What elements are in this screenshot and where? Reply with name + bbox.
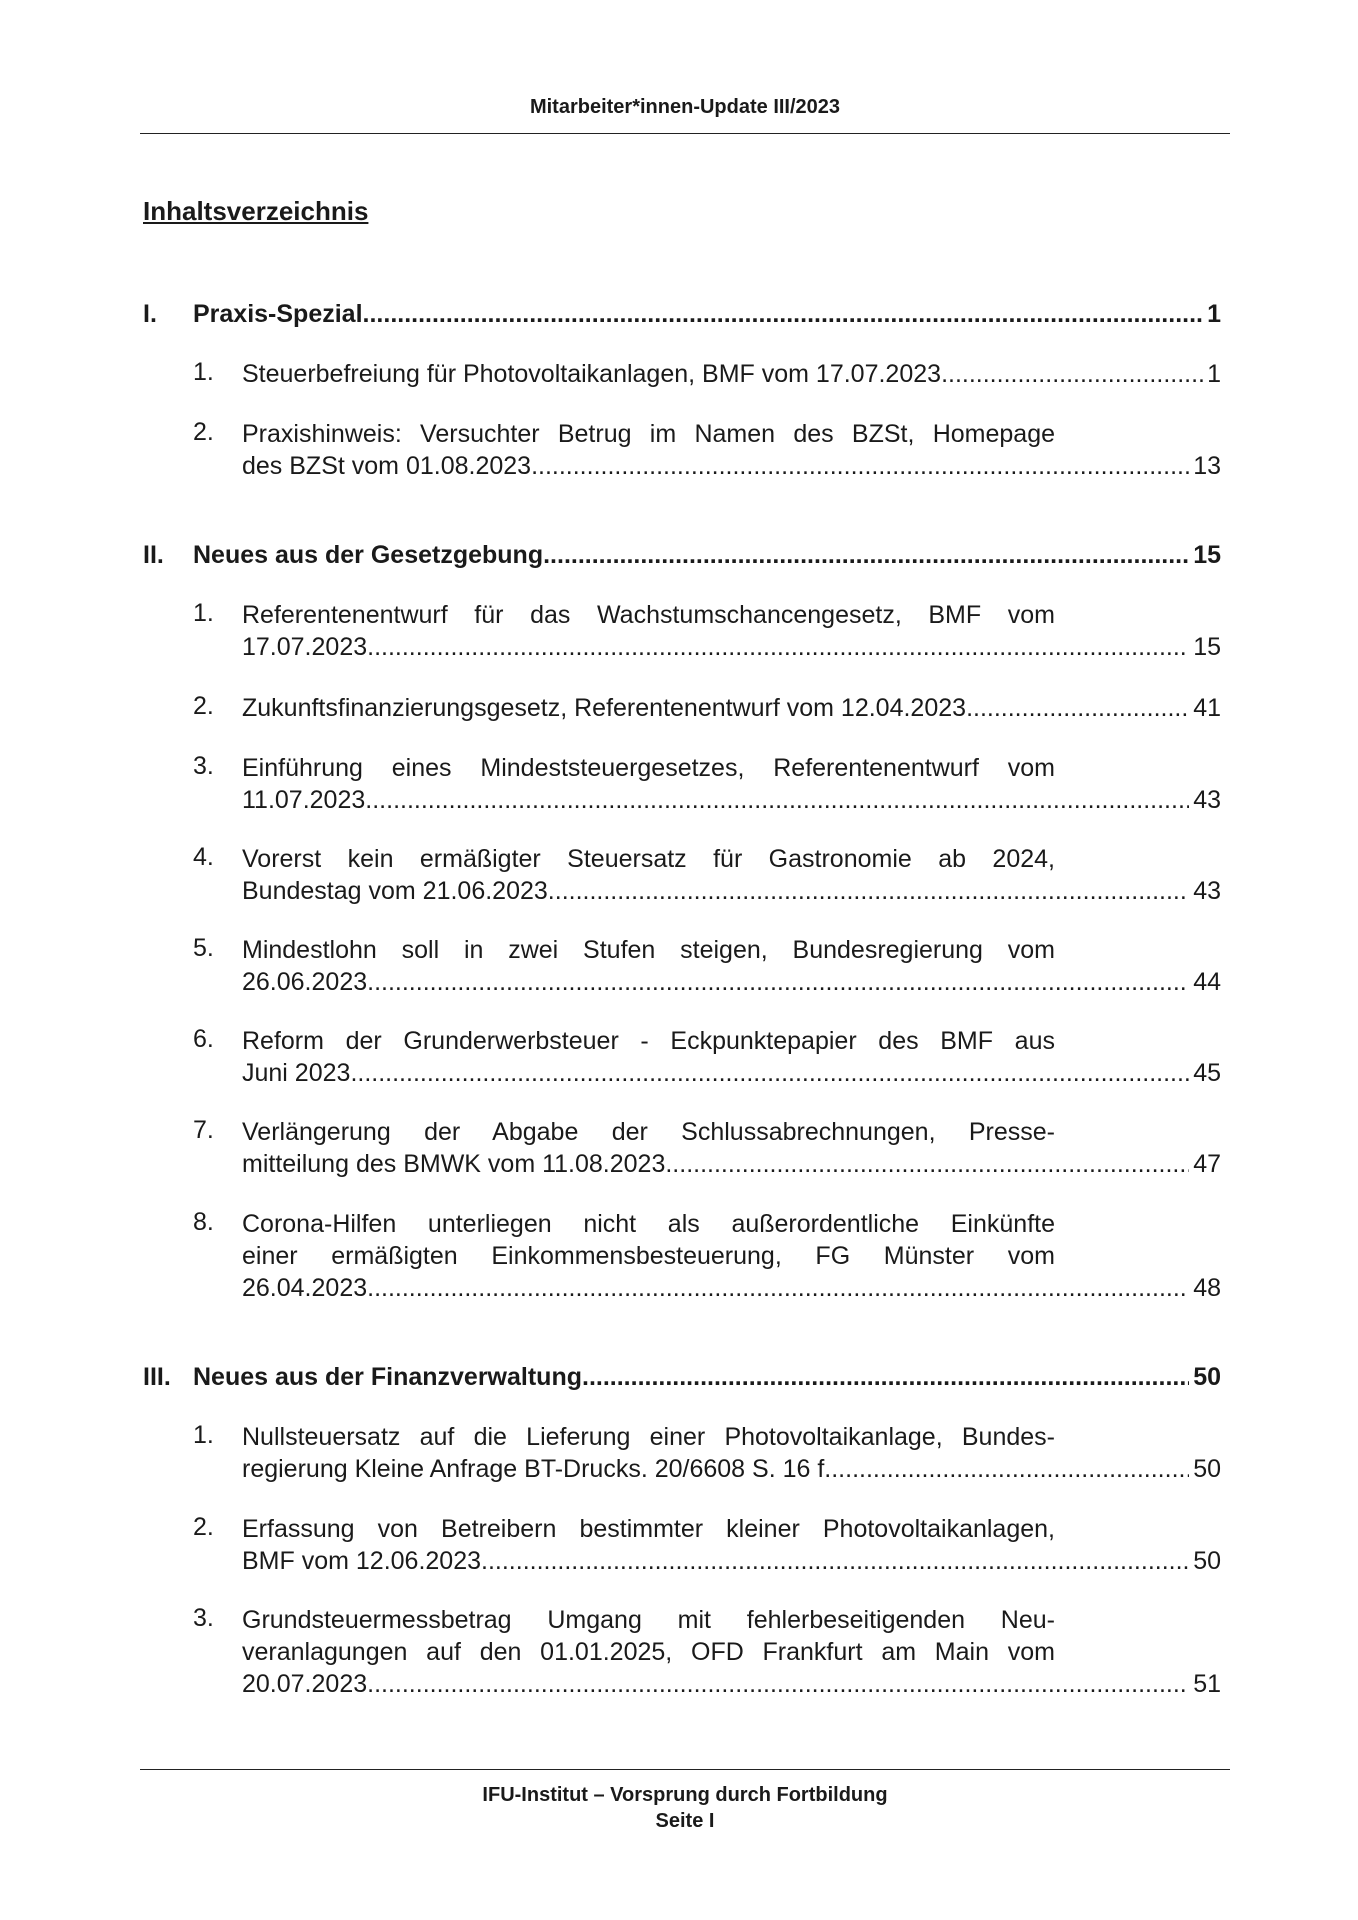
entry-text-line: Praxishinweis: Versuchter Betrug im Namen des BZSt, Homepage: [242, 420, 1055, 448]
section-entry: [193, 300, 1221, 329]
section-title: Neues aus der Gesetzgebung: [193, 541, 544, 569]
entry-page-number: 1: [1207, 360, 1221, 388]
entry-text-line: Einführung eines Mindeststeuergesetzes, Referentenentwurf vom: [242, 754, 1055, 782]
leader-dots: [350, 1057, 1189, 1089]
section-page-number: 15: [1193, 541, 1221, 569]
page-header: Mitarbeiter*innen-Update III/2023: [529, 96, 841, 118]
toc-entry: [242, 1668, 1221, 1700]
leader-dots: [365, 784, 1189, 816]
entry-number: 3.: [193, 1604, 214, 1632]
toc-entry: [242, 875, 1221, 907]
toc-entry: [242, 966, 1221, 998]
entry-text: 17.07.2023: [242, 633, 368, 661]
entry-number: 4.: [193, 843, 214, 871]
entry-text: mitteilung des BMWK vom 11.08.2023: [242, 1150, 666, 1178]
entry-page-number: 15: [1193, 633, 1221, 661]
entry-text: Bundestag vom 21.06.2023: [242, 877, 548, 905]
entry-text-line: veranlagungen auf den 01.01.2025, OFD Frankfurt am Main vom: [242, 1638, 1055, 1666]
footer-rule: [140, 1769, 1230, 1770]
entry-text: 20.07.2023: [242, 1670, 368, 1698]
toc-entry: [242, 450, 1221, 482]
toc-entry: [242, 1272, 1221, 1304]
entry-number: 6.: [193, 1025, 214, 1053]
toc-entry: [242, 1545, 1221, 1577]
toc-entry: [242, 784, 1221, 816]
entry-page-number: 45: [1193, 1059, 1221, 1087]
leader-dots: [966, 692, 1189, 724]
section-page-number: 1: [1207, 300, 1221, 328]
section-title: Praxis-Spezial: [193, 300, 363, 328]
entry-text-line: Erfassung von Betreibern bestimmter kleiner Photovoltaikanlagen,: [242, 1515, 1055, 1543]
entry-number: 8.: [193, 1208, 214, 1236]
toc-entry: [242, 631, 1221, 663]
section-entry: [193, 541, 1221, 570]
leader-dots: [367, 1668, 1189, 1700]
page-footer: [140, 1782, 1230, 1834]
footer-page-number: Seite I: [655, 1810, 715, 1832]
entry-number: 1.: [193, 358, 214, 386]
leader-dots: [582, 1363, 1189, 1392]
entry-text-line: Vorerst kein ermäßigter Steuersatz für Gastronomie ab 2024,: [242, 845, 1055, 873]
entry-number: 2.: [193, 692, 214, 720]
entry-text: Juni 2023: [242, 1059, 351, 1087]
leader-dots: [531, 450, 1189, 482]
entry-text-line: einer ermäßigten Einkommensbesteuerung, FG Münster vom: [242, 1242, 1055, 1270]
section-page-number: 50: [1193, 1363, 1221, 1391]
entry-text-line: Verlängerung der Abgabe der Schlussabrechnungen, Presse-: [242, 1118, 1055, 1146]
entry-number: 5.: [193, 934, 214, 962]
toc-entry: [242, 358, 1221, 390]
entry-text-line: Referentenentwurf für das Wachstumschancengesetz, BMF vom: [242, 601, 1055, 629]
entry-page-number: 50: [1193, 1547, 1221, 1575]
entry-page-number: 47: [1193, 1150, 1221, 1178]
section-title: Neues aus der Finanzverwaltung: [193, 1363, 582, 1391]
leader-dots: [367, 1272, 1189, 1304]
entry-page-number: 48: [1193, 1274, 1221, 1302]
leader-dots: [543, 541, 1189, 570]
entry-page-number: 51: [1193, 1670, 1221, 1698]
entry-text-line: Grundsteuermessbetrag Umgang mit fehlerbeseitigenden Neu-: [242, 1606, 1055, 1634]
section-number: III.: [143, 1363, 171, 1391]
entry-text: 26.04.2023: [242, 1274, 368, 1302]
entry-text-line: Nullsteuersatz auf die Lieferung einer Photovoltaikanlage, Bundes-: [242, 1423, 1055, 1451]
entry-number: 2.: [193, 1513, 214, 1541]
toc-entry: [242, 1148, 1221, 1180]
leader-dots: [548, 875, 1189, 907]
toc-title: Inhaltsverzeichnis: [143, 196, 369, 226]
leader-dots: [367, 631, 1189, 663]
footer-institute: IFU-Institut – Vorsprung durch Fortbildung: [482, 1784, 888, 1806]
entry-number: 7.: [193, 1116, 214, 1144]
entry-text: Steuerbefreiung für Photovoltaikanlagen, BMF vom 17.07.2023: [242, 360, 942, 388]
entry-text: 26.06.2023: [242, 968, 368, 996]
entry-number: 3.: [193, 752, 214, 780]
entry-text: Zukunftsfinanzierungsgesetz, Referentenentwurf vom 12.04.2023: [242, 694, 967, 722]
entry-number: 1.: [193, 599, 214, 627]
entry-text-line: Mindestlohn soll in zwei Stufen steigen, Bundesregierung vom: [242, 936, 1055, 964]
section-number: I.: [143, 300, 157, 328]
entry-text: des BZSt vom 01.08.2023: [242, 452, 532, 480]
entry-number: 2.: [193, 418, 214, 446]
entry-page-number: 50: [1193, 1455, 1221, 1483]
entry-number: 1.: [193, 1421, 214, 1449]
leader-dots: [941, 358, 1203, 390]
entry-page-number: 44: [1193, 968, 1221, 996]
entry-page-number: 43: [1193, 877, 1221, 905]
entry-text-line: Corona-Hilfen unterliegen nicht als außerordentliche Einkünfte: [242, 1210, 1055, 1238]
entry-text: regierung Kleine Anfrage BT-Drucks. 20/6608 S. 16 f.: [242, 1455, 832, 1483]
leader-dots: [363, 300, 1204, 329]
toc-entry: [242, 1453, 1221, 1485]
toc-entry: [242, 692, 1221, 724]
entry-page-number: 41: [1193, 694, 1221, 722]
leader-dots: [367, 966, 1189, 998]
entry-text: BMF vom 12.06.2023: [242, 1547, 482, 1575]
leader-dots: [481, 1545, 1189, 1577]
leader-dots: [665, 1148, 1189, 1180]
toc-entry: [242, 1057, 1221, 1089]
entry-page-number: 13: [1193, 452, 1221, 480]
entry-text: 11.07.2023: [242, 786, 366, 814]
entry-page-number: 43: [1193, 786, 1221, 814]
section-entry: [193, 1363, 1221, 1392]
entry-text-line: Reform der Grunderwerbsteuer - Eckpunktepapier des BMF aus: [242, 1027, 1055, 1055]
section-number: II.: [143, 541, 164, 569]
leader-dots: [831, 1453, 1189, 1485]
header-rule: [140, 133, 1230, 134]
